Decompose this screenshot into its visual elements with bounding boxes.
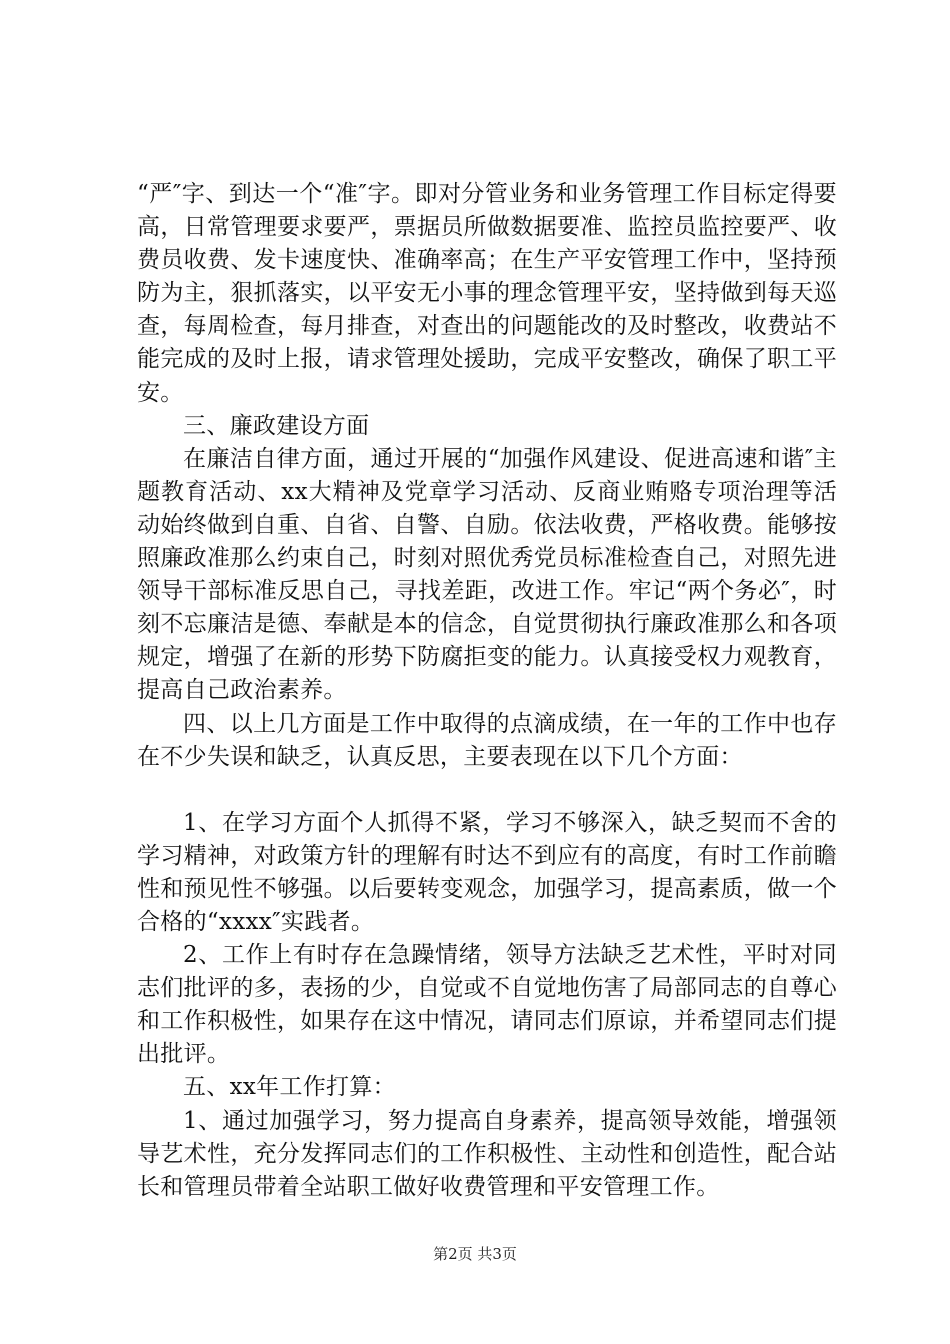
paragraph-work-plan-item-1: 1、通过加强学习，努力提高自身素养，提高领导效能，增强领导艺术性，充分发挥同志们的工作积极性、主动性和创造性，配合站长和管理员带着全站职工做好收费管理和平安管理工作。 [137, 1107, 837, 1200]
section-heading-shortcomings: 四、以上几方面是工作中取得的点滴成绩，在一年的工作中也存在不少失误和缺乏，认真反思，主要表现在以下几个方面： [137, 710, 837, 770]
page-footer [0, 1244, 950, 1264]
paragraph-safety-management: “严″字、到达一个“准″字。即对分管业务和业务管理工作目标定得要高，日常管理要求要严，票据员所做数据要准、监控员监控要严、收费员收费、发卡速度快、准确率高；在生产平安管理工作中，坚持预防为主，狠抓落实，以平安无小事的理念管理平安，坚持做到每天巡查，每周检查，每月排查，对查出的问题能改的及时整改，收费站不能完成的及时上报，请求管理处援助，完成平安整改，确保了职工平安。 [137, 181, 837, 406]
section-heading-integrity: 三、廉政建设方面 [183, 412, 370, 439]
section-heading-work-plan: 五、xx年工作打算： [183, 1074, 396, 1101]
paragraph-shortcoming-study: 1、在学习方面个人抓得不紧，学习不够深入，缺乏契而不舍的学习精神，对政策方针的理解有时达不到应有的高度，有时工作前瞻性和预见性不够强。以后要转变观念，加强学习，提高素质，做一个合格的“xxxx″实践者。 [137, 809, 837, 935]
document-body [137, 178, 837, 1204]
paragraph-integrity-self-discipline: 在廉洁自律方面，通过开展的“加强作风建设、促进高速和谐″主题教育活动、xx大精神及党章学习活动、反商业贿赂专项治理等活动始终做到自重、自省、自警、自励。依法收费，严格收费。能够按照廉政准那么约束自己，时刻对照优秀党员标准检查自己，对照先进领导干部标准反思自己，寻找差距，改进工作。牢记“两个务必″，时刻不忘廉洁是德、奉献是本的信念，自觉贯彻执行廉政准那么和各项规定，增强了在新的形势下防腐拒变的能力。认真接受权力观教育，提高自己政治素养。 [137, 445, 837, 704]
page-indicator: 第2页 共3页 [433, 1245, 517, 1263]
paragraph-shortcoming-leadership: 2、工作上有时存在急躁情绪，领导方法缺乏艺术性，平时对同志们批评的多，表扬的少，自觉或不自觉地伤害了局部同志的自尊心和工作积极性，如果存在这中情况，请同志们原谅，并希望同志们提出批评。 [137, 942, 837, 1068]
